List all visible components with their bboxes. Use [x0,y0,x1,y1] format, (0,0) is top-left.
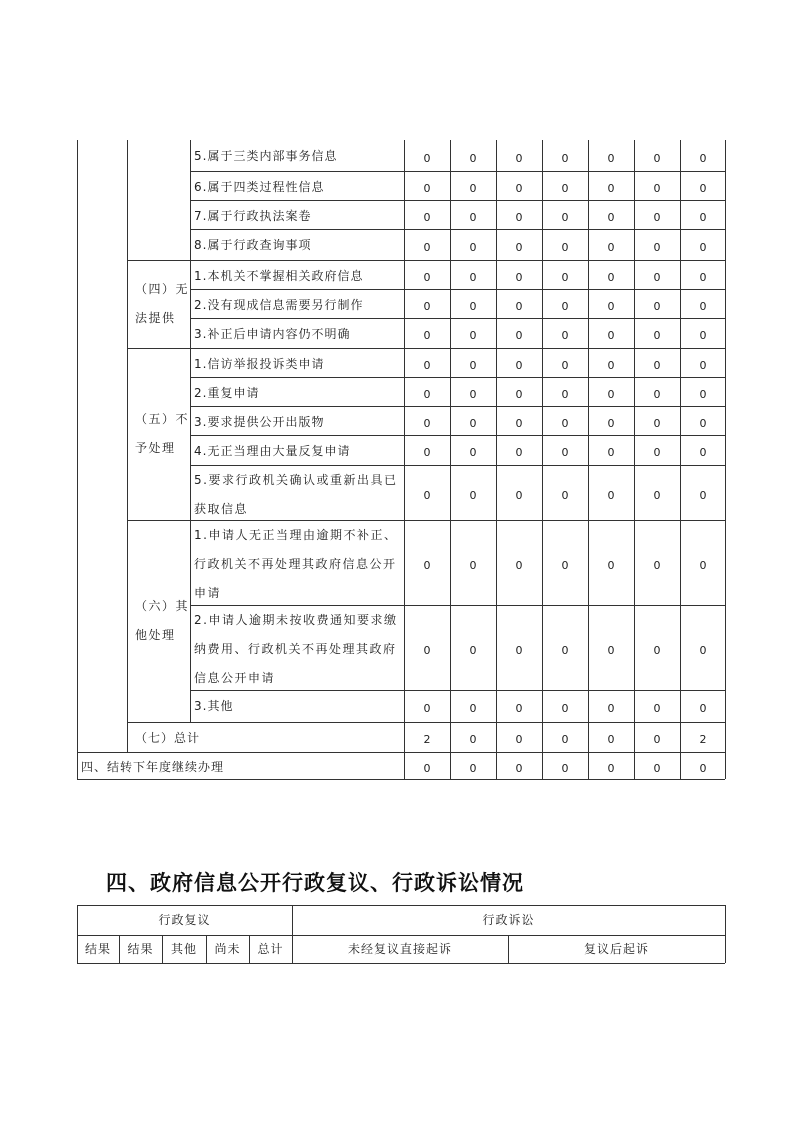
section-heading: 四、政府信息公开行政复议、行政诉讼情况 [106,871,524,895]
value-cell: 0 [469,488,477,502]
table-border [77,140,78,779]
value-cell: 0 [469,151,477,165]
value-cell: 0 [607,387,615,401]
carryover-value-cell: 0 [607,761,615,775]
value-cell: 0 [561,446,569,459]
value-cell: 0 [469,558,477,572]
carryover-value-cell: 0 [423,761,431,775]
total-value-cell: 0 [469,733,477,746]
value-cell: 0 [607,446,615,459]
value-cell: 0 [607,270,615,284]
value-cell: 0 [653,181,661,195]
item-label: 2.没有现成信息需要另行制作 [194,298,364,312]
value-cell: 0 [607,488,615,502]
item-label: 8.属于行政查询事项 [194,238,312,252]
value-cell: 0 [561,702,569,715]
table-border [190,200,725,201]
value-cell: 0 [515,181,523,195]
table-border [725,140,726,779]
value-cell: 0 [653,643,661,657]
value-cell: 0 [653,558,661,572]
review-col-header: 其他 [170,942,197,956]
table-border [542,140,543,779]
table-border [162,935,163,963]
value-cell: 0 [653,416,661,430]
value-cell: 0 [699,240,707,254]
item-label: 3.其他 [194,699,234,713]
table-border [508,935,509,963]
review-col-header: 总计 [257,942,284,956]
item-label: 5.属于三类内部事务信息 [194,149,338,163]
litigation-col-header: 未经复议直接起诉 [347,942,452,956]
value-cell: 0 [699,358,707,372]
value-cell: 0 [653,299,661,313]
value-cell: 0 [699,416,707,430]
value-cell: 0 [653,358,661,372]
total-value-cell: 2 [423,733,431,746]
value-cell: 0 [423,558,431,572]
value-cell: 0 [699,387,707,401]
value-cell: 0 [469,181,477,195]
table-border [190,229,725,230]
value-cell: 0 [469,702,477,715]
value-cell: 0 [607,181,615,195]
value-cell: 0 [653,702,661,715]
value-cell: 0 [607,358,615,372]
value-cell: 0 [515,643,523,657]
value-cell: 0 [653,329,661,342]
table-border [634,140,635,779]
table-border [77,905,725,906]
value-cell: 0 [561,240,569,254]
group-label: （五）不予处理 [135,412,190,455]
total-value-cell: 0 [561,733,569,746]
item-label: 2.重复申请 [194,386,260,400]
value-cell: 0 [515,299,523,313]
value-cell: 0 [699,643,707,657]
table-border [680,140,681,779]
carryover-value-cell: 0 [515,761,523,775]
value-cell: 0 [561,387,569,401]
table-border [77,779,725,780]
item-label: 7.属于行政执法案卷 [194,209,312,223]
value-cell: 0 [653,240,661,254]
value-cell: 0 [561,270,569,284]
value-cell: 0 [653,270,661,284]
value-cell: 0 [561,210,569,224]
table-border [725,905,726,963]
table-border [127,722,725,723]
total-value-cell: 0 [515,733,523,746]
table-border [190,435,725,436]
value-cell: 0 [653,446,661,459]
value-cell: 0 [423,446,431,459]
value-cell: 0 [423,240,431,254]
value-cell: 0 [699,270,707,284]
value-cell: 0 [469,210,477,224]
review-col-header: 结果 [84,942,111,956]
value-cell: 0 [515,387,523,401]
table-border [127,140,128,752]
table-border [190,171,725,172]
value-cell: 0 [515,358,523,372]
value-cell: 0 [607,240,615,254]
table-border [206,935,207,963]
value-cell: 0 [561,358,569,372]
value-cell: 0 [699,181,707,195]
carryover-value-cell: 0 [699,761,707,775]
value-cell: 0 [515,446,523,459]
value-cell: 0 [469,329,477,342]
value-cell: 0 [607,210,615,224]
value-cell: 0 [607,416,615,430]
value-cell: 0 [653,151,661,165]
total-value-cell: 2 [699,733,707,746]
value-cell: 0 [423,151,431,165]
value-cell: 0 [423,299,431,313]
table-border [450,140,451,779]
table-border [496,140,497,779]
group-label: （六）其他处理 [135,599,190,642]
review-col-header: 尚未 [214,942,241,956]
table-border [190,318,725,319]
item-label: 4.无正当理由大量反复申请 [194,444,351,458]
carryover-value-cell: 0 [653,761,661,775]
value-cell: 0 [607,643,615,657]
item-label: 3.补正后申请内容仍不明确 [194,327,351,341]
review-header: 行政复议 [158,913,211,927]
value-cell: 0 [607,702,615,715]
litigation-header: 行政诉讼 [482,913,535,927]
value-cell: 0 [469,446,477,459]
total-value-cell: 0 [653,733,661,746]
table-border [119,935,120,963]
value-cell: 0 [469,358,477,372]
value-cell: 0 [699,488,707,502]
value-cell: 0 [515,270,523,284]
value-cell: 0 [699,151,707,165]
table-border [292,905,293,963]
carryover-value-cell: 0 [469,761,477,775]
value-cell: 0 [515,488,523,502]
value-cell: 0 [699,329,707,342]
table-border [190,140,191,722]
value-cell: 0 [423,387,431,401]
item-label: 1.信访举报投诉类申请 [194,357,325,371]
value-cell: 0 [469,270,477,284]
value-cell: 0 [423,488,431,502]
value-cell: 0 [561,329,569,342]
item-label: 1.本机关不掌握相关政府信息 [194,269,364,283]
value-cell: 0 [607,558,615,572]
value-cell: 0 [515,416,523,430]
value-cell: 0 [699,210,707,224]
table-border [77,935,725,936]
value-cell: 0 [515,151,523,165]
value-cell: 0 [561,558,569,572]
value-cell: 0 [423,416,431,430]
value-cell: 0 [515,702,523,715]
value-cell: 0 [423,358,431,372]
group-label: （四）无法提供 [135,282,190,325]
value-cell: 0 [561,488,569,502]
table-border [404,140,405,779]
value-cell: 0 [607,151,615,165]
table-border [190,289,725,290]
value-cell: 0 [607,299,615,313]
value-cell: 0 [469,387,477,401]
value-cell: 0 [653,210,661,224]
item-label: 1.申请人无正当理由逾期不补正、行政机关不再处理其政府信息公开申请 [194,528,398,600]
table-border [588,140,589,779]
value-cell: 0 [561,181,569,195]
table-border [190,406,725,407]
value-cell: 0 [423,181,431,195]
value-cell: 0 [469,416,477,430]
item-label: 5.要求行政机关确认或重新出具已获取信息 [194,472,398,516]
item-label: 2.申请人逾期未按收费通知要求缴纳费用、行政机关不再处理其政府信息公开申请 [194,613,398,685]
table-border [127,260,725,261]
value-cell: 0 [699,558,707,572]
value-cell: 0 [515,240,523,254]
value-cell: 0 [699,702,707,715]
carryover-value-cell: 0 [561,761,569,775]
value-cell: 0 [515,558,523,572]
value-cell: 0 [607,329,615,342]
carryover-label: 四、结转下年度继续办理 [81,760,225,774]
value-cell: 0 [469,643,477,657]
table-border [249,935,250,963]
table-border [190,377,725,378]
review-col-header: 结果 [127,942,154,956]
table-border [77,905,78,963]
value-cell: 0 [423,210,431,224]
total-label: （七）总计 [135,731,201,745]
value-cell: 0 [423,329,431,342]
value-cell: 0 [699,446,707,459]
total-value-cell: 0 [607,733,615,746]
value-cell: 0 [653,488,661,502]
value-cell: 0 [561,151,569,165]
value-cell: 0 [699,299,707,313]
value-cell: 0 [561,416,569,430]
value-cell: 0 [653,387,661,401]
value-cell: 0 [469,240,477,254]
litigation-col-header: 复议后起诉 [583,942,649,956]
value-cell: 0 [423,702,431,715]
table-border [190,690,725,691]
item-label: 6.属于四类过程性信息 [194,180,325,194]
value-cell: 0 [469,299,477,313]
value-cell: 0 [515,210,523,224]
table-border [77,963,725,964]
value-cell: 0 [423,270,431,284]
value-cell: 0 [423,643,431,657]
value-cell: 0 [561,643,569,657]
value-cell: 0 [561,299,569,313]
item-label: 3.要求提供公开出版物 [194,415,325,429]
value-cell: 0 [515,329,523,342]
